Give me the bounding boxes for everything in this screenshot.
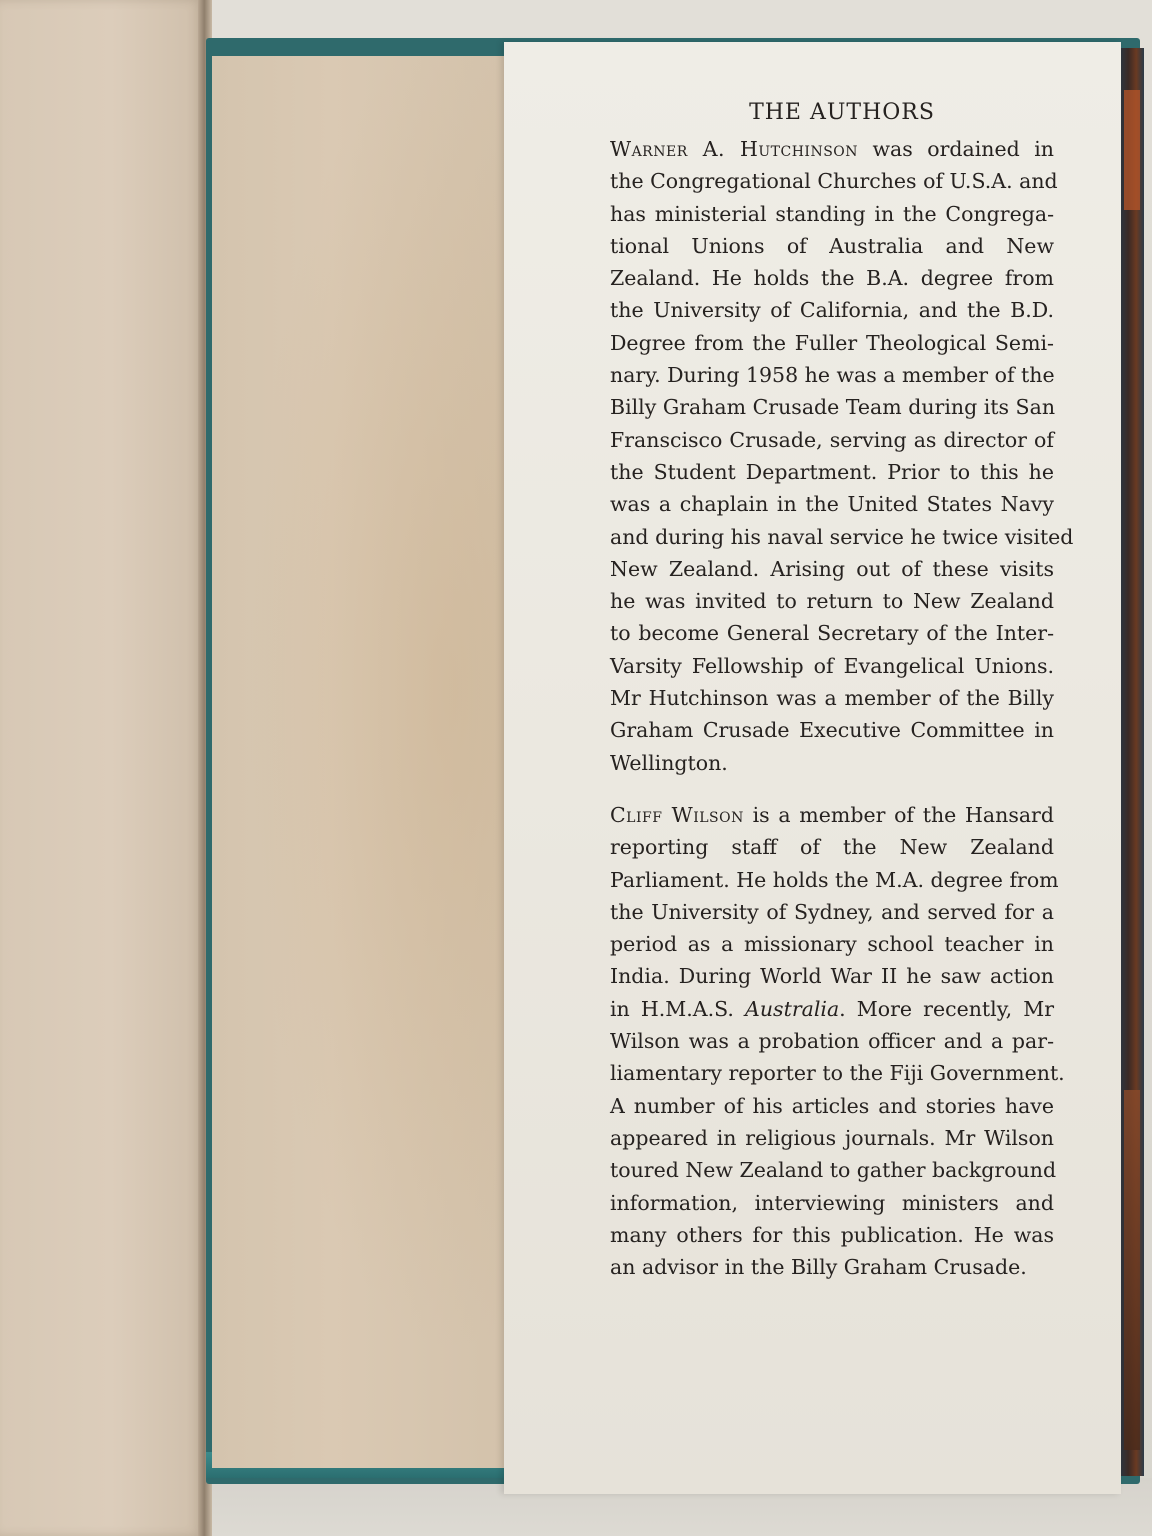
bio-line: Cliff Wilson is a member of the Hansard	[610, 802, 1054, 827]
bio-line: Degree from the Fuller Theological Semi-	[610, 330, 1054, 355]
bio-line: Zealand. He holds the B.A. degree from	[610, 266, 1054, 291]
paper-stain	[212, 56, 512, 1468]
bio-line: the University of California, and the B.D.	[610, 298, 1054, 323]
author-bio-hutchinson	[610, 133, 1074, 779]
bio-line: period as a missionary school teacher in	[610, 932, 1054, 957]
bio-line: Parliament. He holds the M.A. degree from	[610, 867, 1059, 892]
left-endpaper	[0, 0, 203, 1536]
page-title: THE AUTHORS	[749, 100, 935, 125]
bio-line: Wilson was a probation officer and a par-	[610, 1029, 1054, 1054]
bio-line: Wellington.	[610, 750, 728, 775]
bio-line: Billy Graham Crusade Team during its San	[610, 395, 1056, 420]
bio-line: reporting staff of the New Zealand	[610, 835, 1054, 860]
bio-line: and during his naval service he twice visited	[610, 524, 1074, 549]
jacket-edge-color-lower	[1124, 1090, 1140, 1450]
bio-line: Mr Hutchinson was a member of the Billy	[610, 686, 1054, 711]
bio-line: has ministerial standing in the Congrega-	[610, 201, 1054, 226]
bio-line: appeared in religious journals. Mr Wilson	[610, 1125, 1054, 1150]
author-name: Cliff Wilson	[610, 802, 744, 827]
bio-line: India. During World War II he saw action	[610, 964, 1054, 989]
bio-line: Varsity Fellowship of Evangelical Unions.	[610, 653, 1054, 678]
bio-line: to become General Secretary of the Inter-	[610, 621, 1054, 646]
author-bio-wilson	[610, 799, 1065, 1283]
bio-line: New Zealand. Arising out of these visits	[610, 556, 1054, 581]
bio-line: information, interviewing ministers and	[610, 1190, 1054, 1215]
bio-line: was a chaplain in the United States Navy	[610, 492, 1054, 517]
bio-line: the Student Department. Prior to this he	[610, 459, 1054, 484]
bio-line: the Congregational Churches of U.S.A. and	[610, 169, 1058, 194]
bio-line: Warner A. Hutchinson was ordained in	[610, 137, 1054, 161]
bio-line: Graham Crusade Executive Committee in	[610, 718, 1054, 743]
author-name: Warner A. Hutchinson	[610, 137, 859, 161]
bio-line: he was invited to return to New Zealand	[610, 589, 1054, 614]
ship-name: Australia	[745, 996, 840, 1021]
bio-line: liamentary reporter to the Fiji Government.	[610, 1061, 1065, 1086]
bio-line: nary. During 1958 he was a member of the	[610, 363, 1055, 388]
bio-line: in H.M.A.S. Australia. More recently, Mr	[610, 996, 1054, 1021]
bio-line: the University of Sydney, and served for a	[610, 899, 1054, 924]
jacket-edge-color	[1124, 90, 1140, 210]
bio-line: toured New Zealand to gather background	[610, 1158, 1057, 1183]
bio-line: many others for this publication. He was	[610, 1222, 1054, 1247]
bio-line: Franscisco Crusade, serving as director of	[610, 427, 1054, 452]
bio-line: tional Unions of Australia and New	[610, 233, 1054, 258]
bio-line: A number of his articles and stories have	[610, 1093, 1054, 1118]
flap-text-block	[610, 100, 1074, 1283]
bio-line: an advisor in the Billy Graham Crusade.	[610, 1255, 1027, 1280]
